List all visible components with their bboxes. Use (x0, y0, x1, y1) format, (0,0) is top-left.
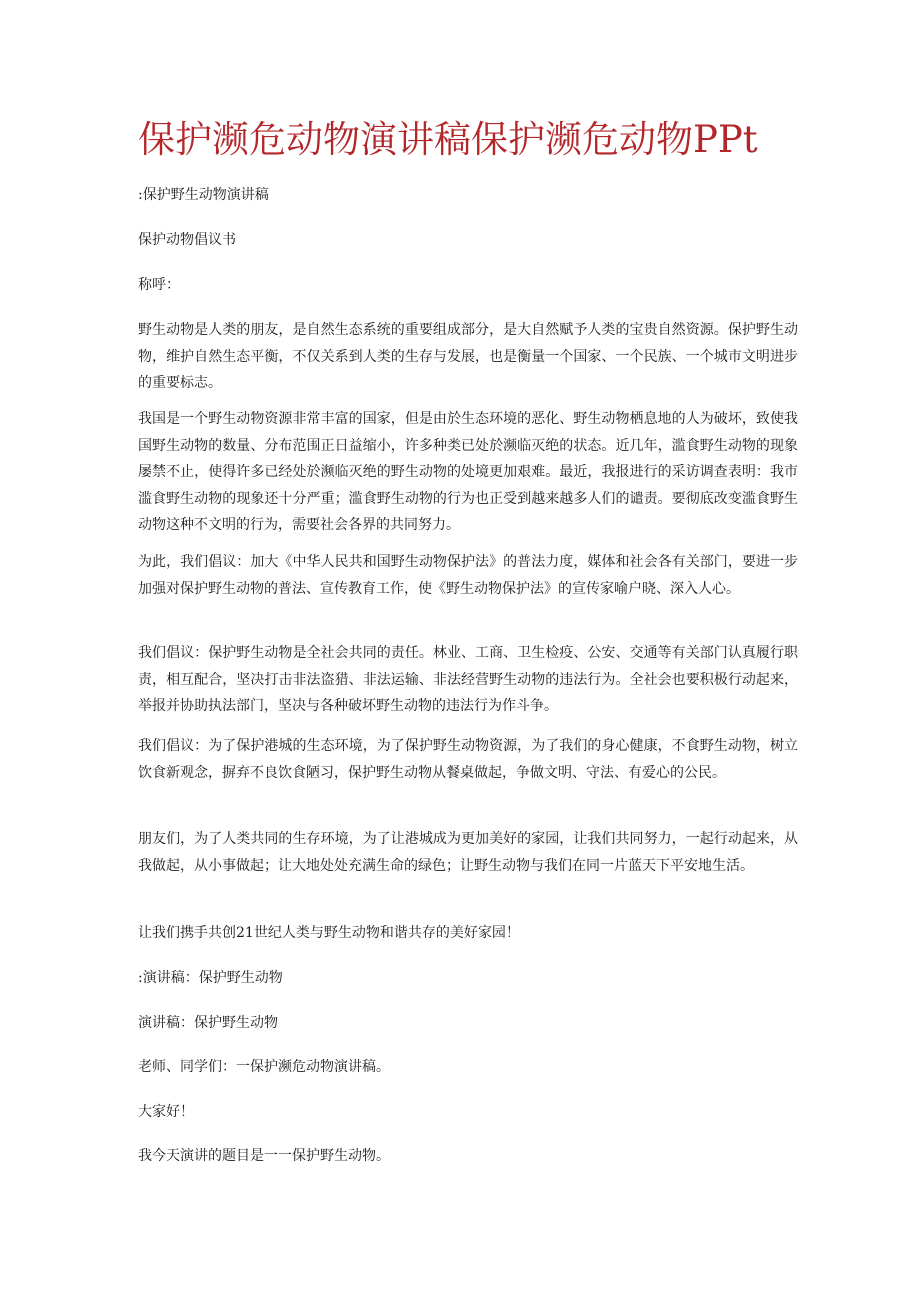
paragraph-proposal-diet: 我们倡议：为了保护港城的生态环境，为了保护野生动物资源，为了我们的身心健康，不食野生动物，树立饮食新观念，摒弃不良饮食陋习，保护野生动物从餐桌做起，争做文明、守法、有爱心的公民。 (138, 738, 798, 781)
paragraph-closing: 让我们携手共创21世纪人类与野生动物和谐共存的美好家园！ (138, 925, 520, 941)
heading-proposal: 保护动物倡议书 (138, 232, 236, 248)
subtitle-speech-2: :演讲稿：保护野生动物 (138, 970, 283, 986)
speech-topic: 我今天演讲的题目是一一保护野生动物。 (138, 1148, 390, 1164)
subtitle-speech: :保护野生动物演讲稿 (138, 187, 269, 203)
paragraph-intro: 野生动物是人类的朋友，是自然生态系统的重要组成部分，是大自然赋予人类的宝贵自然资源。保护野生动物，维护自然生态平衡，不仅关系到人类的生存与发展，也是衡量一个国家、一个民族、一个城市文明进步的重要标志。 (138, 322, 798, 391)
paragraph-situation: 我国是一个野生动物资源非常丰富的国家，但是由於生态环境的恶化、野生动物栖息地的人为破坏，致使我国野生动物的数量、分布范围正日益缩小，许多种类已处於濒临灭绝的状态。近几年，滥食野生动物的现象屡禁不止，使得许多已经处於濒临灭绝的野生动物的处境更加艰难。最近，我报进行的采访调查表明：我市滥食野生动物的现象还十分严重；滥食野生动物的行为也正受到越来越多人们的谴责。要彻底改变滥食野生动物这种不文明的行为，需要社会各界的共同努力。 (138, 411, 798, 533)
salutation: 称呼： (138, 277, 180, 293)
greeting-hello: 大家好！ (138, 1104, 194, 1120)
paragraph-call-to-action: 朋友们，为了人类共同的生存环境，为了让港城成为更加美好的家园，让我们共同努力，一起行动起来，从我做起，从小事做起；让大地处处充满生命的绿色；让野生动物与我们在同一片蓝天下平安地生活。 (138, 831, 798, 874)
paragraph-proposal-responsibility: 我们倡议：保护野生动物是全社会共同的责任。林业、工商、卫生检疫、公安、交通等有关部门认真履行职责，相互配合，坚决打击非法盗猎、非法运输、非法经营野生动物的违法行为。全社会也要积极行动起来，举报并协助执法部门，坚决与各种破坏野生动物的违法行为作斗争。 (138, 645, 798, 714)
document-title: 保护濒危动物演讲稿保护濒危动物PPt (138, 118, 758, 161)
greeting-audience: 老师、同学们：一保护濒危动物演讲稿。 (138, 1059, 390, 1075)
heading-speech: 演讲稿：保护野生动物 (138, 1015, 278, 1031)
paragraph-proposal-law: 为此，我们倡议：加大《中华人民共和国野生动物保护法》的普法力度，媒体和社会各有关部门，要进一步加强对保护野生动物的普法、宣传教育工作，使《野生动物保护法》的宣传家喻户晓、深入人心。 (138, 554, 798, 597)
